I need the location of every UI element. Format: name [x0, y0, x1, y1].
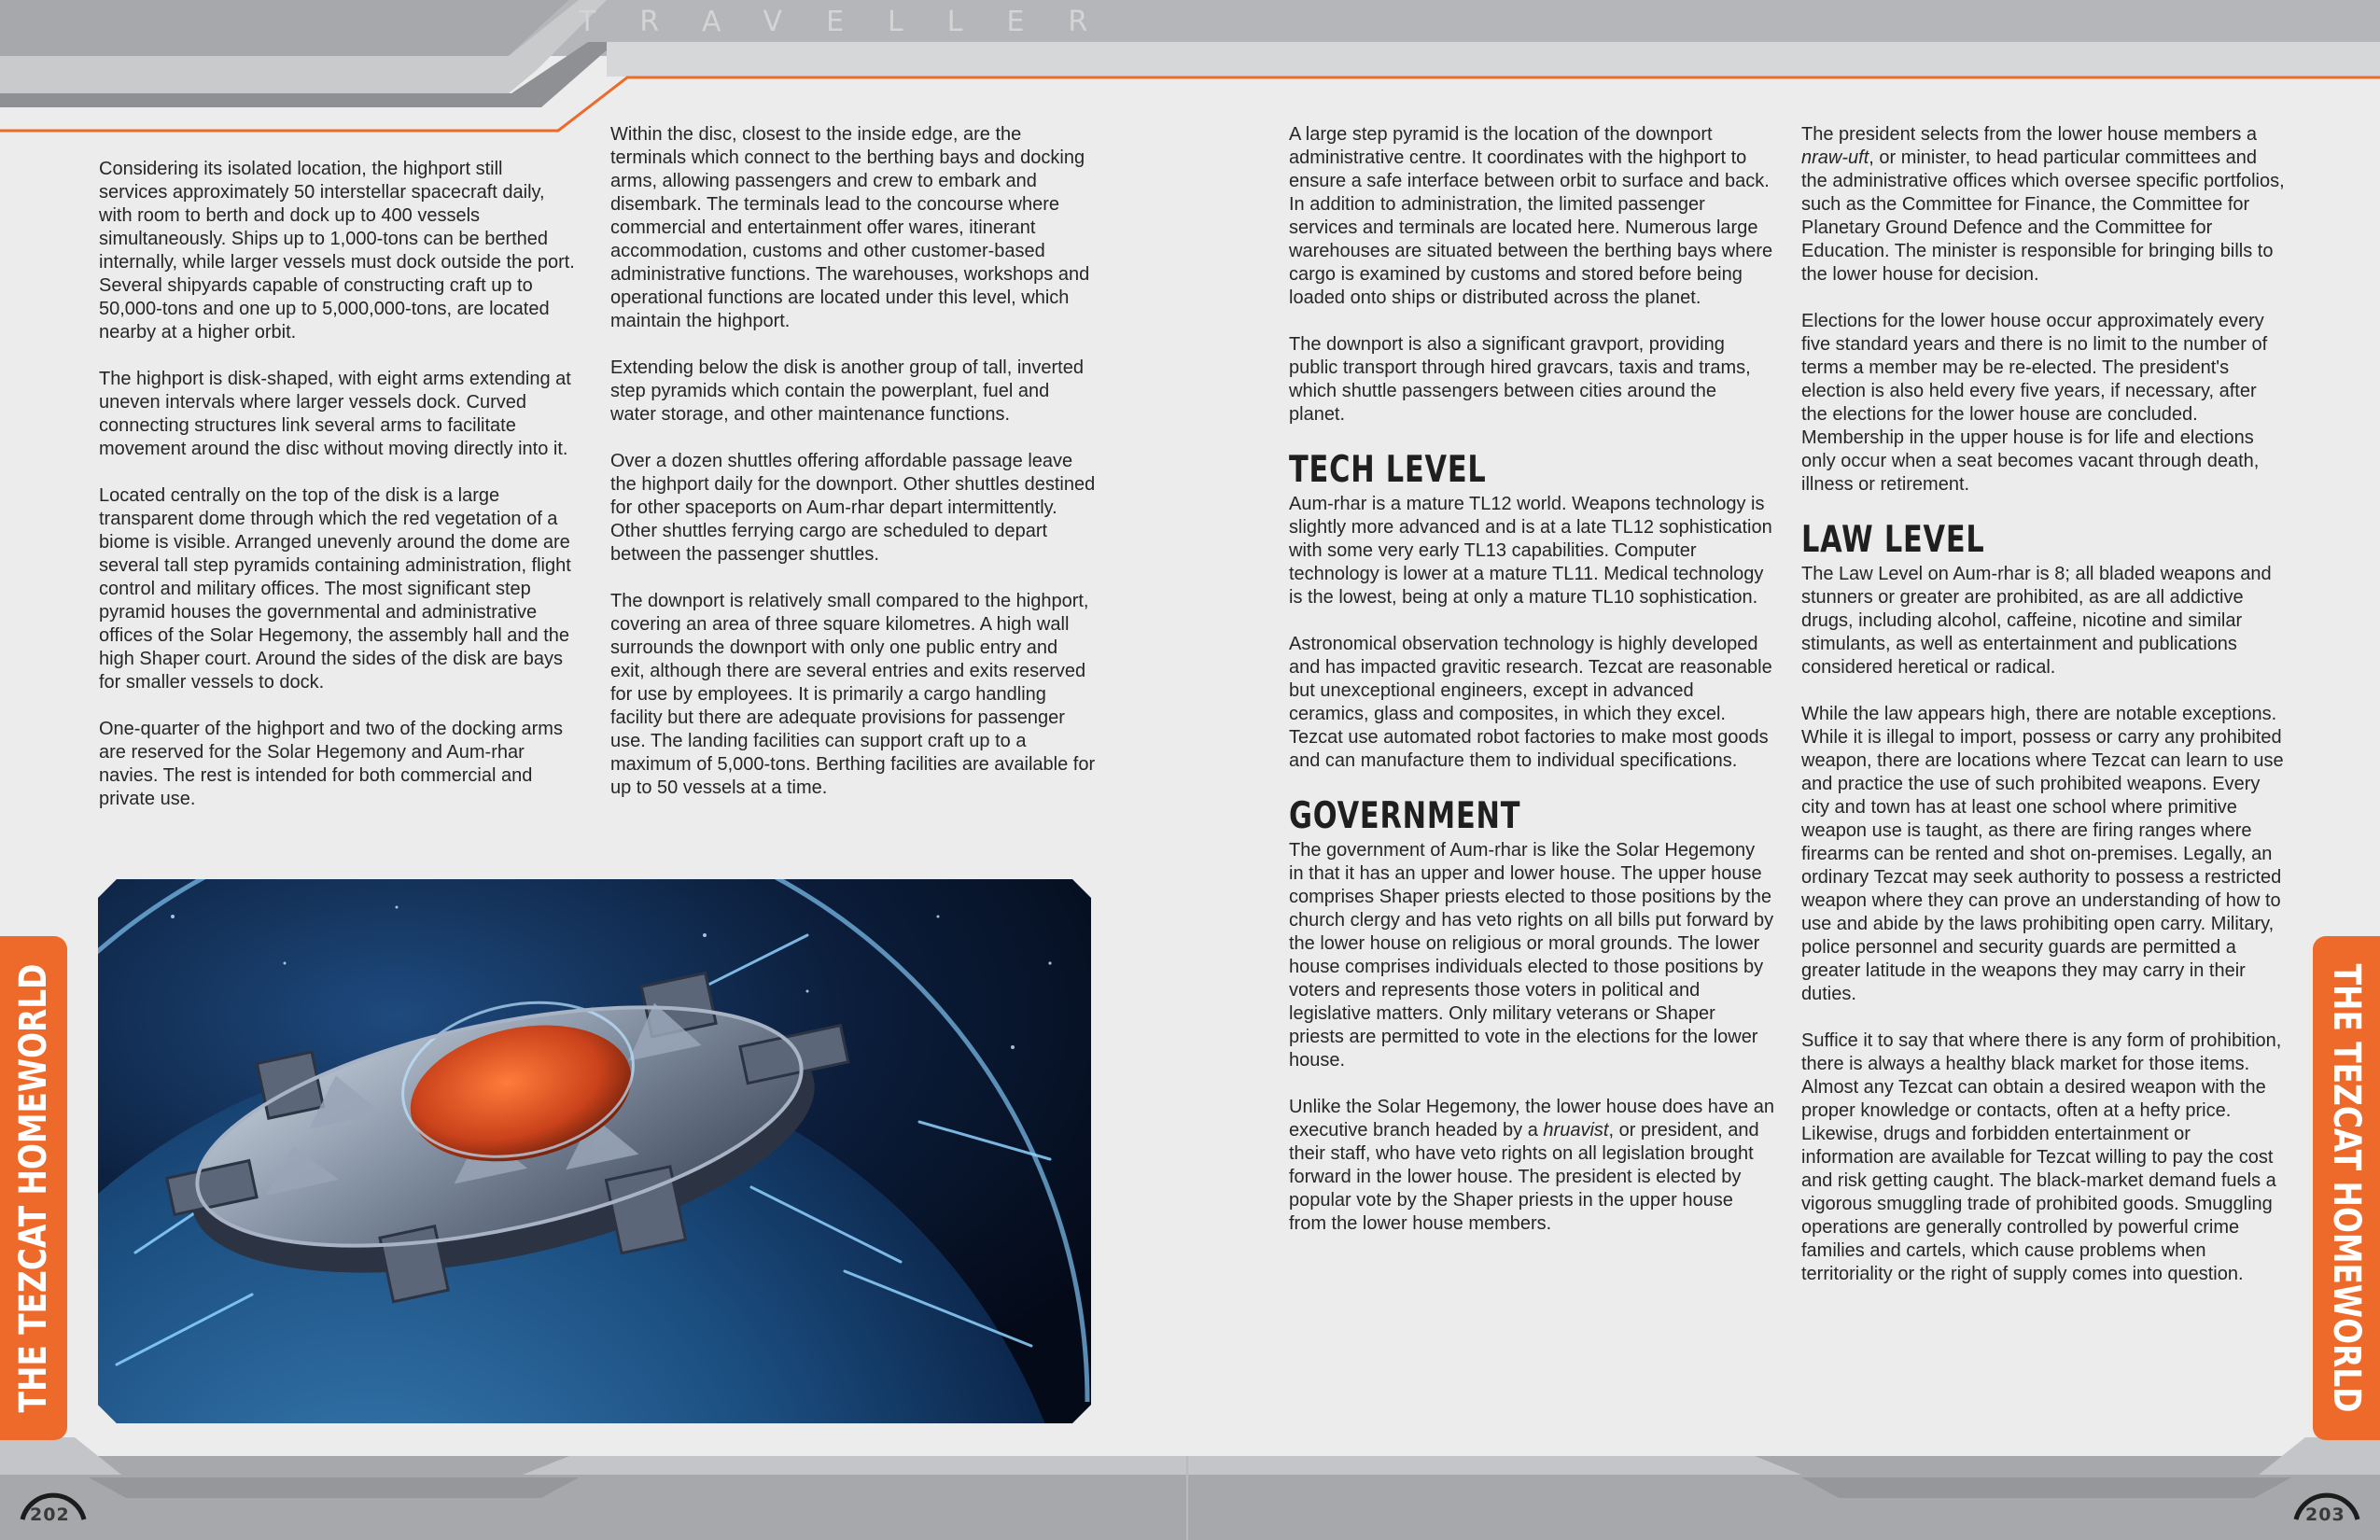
column-1 — [99, 158, 575, 834]
column-2 — [610, 123, 1096, 823]
paragraph: Extending below the disk is another group of tall, inverted step pyramids which contain the powerplant, fuel and water storage, and other maintenance functions. — [610, 357, 1084, 425]
paragraph: The downport is also a significant gravport, providing public transport through hired gravcars, taxis and trams, which shuttle passengers between cities around the planet. — [1289, 334, 1751, 425]
heading-government: GOVERNMENT — [1289, 795, 1521, 837]
paragraph: Elections for the lower house occur approximately every five standard years and there is no limit to the number of terms a member may be re-elected. The president's election is also held every five years, if necessary, after the elections for the lower house are concluded. Membership in the upper house is for life and elections only occur when a seat becomes vacant through death, illness or retirement. — [1801, 311, 2268, 495]
paragraph: The Law Level on Aum-rhar is 8; all bladed weapons and stunners or greater are prohibited, as are all addictive drugs, including alcohol, caffeine, nicotine and similar stimulants, as well as entertainment and publications considered heretical or radical. — [1801, 564, 2272, 678]
side-tab-left — [0, 936, 67, 1440]
column-4 — [1801, 123, 2287, 1309]
top-panel-right — [607, 42, 2380, 77]
paragraph: Within the disc, closest to the inside edge, are the terminals which connect to the berthing bays and docking arms, allowing passengers and crew to embark and disembark. The terminals lead to the concourse where commercial and entertainment offer wares, itinerant accommodation, customs and other customer-based administrative functions. The warehouses, workshops and operational functions are located under this level, which maintain the highport. — [610, 124, 1090, 331]
paragraph: While the law appears high, there are notable exceptions. While it is illegal to import, possess or carry any prohibited weapon, there are locations where Tezcat can learn to use and practice the use of such prohibited weapons. Every city and town has at least one school where primitive weapon use is taught, as there are firing ranges where firearms can be rented and shot on-premises. Legally, an ordinary Tezcat may seek authority to possess a restricted weapon where they can prove an understanding of how to use and abide by the laws prohibiting open carry. Military, police personnel and security guards are permitted a greater latitude in the weapons they may carry in their duties. — [1801, 704, 2284, 1004]
paragraph: One-quarter of the highport and two of the docking arms are reserved for the Solar Hegemony and Aum-rhar navies. The rest is intended for both commercial and private use. — [99, 719, 563, 809]
paragraph: Aum-rhar is a mature TL12 world. Weapons technology is slightly more advanced and is at a late TL12 sophistication with some very early TL13 capabilities. Computer technology is lower at a mature TL11. Medical technology is the lowest, being at only a mature TL10 sophistication. — [1289, 494, 1772, 608]
bottom-bevel-inner-left — [89, 1477, 579, 1498]
paragraph: The highport is disk-shaped, with eight arms extending at uneven intervals where larger vessels dock. Curved connecting structures link several arms to facilitate movement around the disc without moving directly into it. — [99, 369, 571, 459]
text-run: , or minister, to head particular committees and the administrative offices which oversee specific portfolios, such as the Committee for Finance, the Committee for Planetary Ground Defence and the Committee for Education. The minister is responsible for bringing bills to the lower house for decision. — [1801, 147, 2285, 285]
column-3 — [1289, 123, 1774, 1259]
paragraph: Located centrally on the top of the disk is a large transparent dome through which the red vegetation of a biome is visible. Arranged unevenly around the dome are several tall step pyramids containing administration, flight control and military offices. The most significant step pyramid houses the governmental and administrative offices of the Solar Hegemony, the assembly hall and the high Shaper court. Around the sides of the disk are bays for smaller vessels to dock. — [99, 485, 571, 693]
highport-illustration — [98, 879, 1091, 1423]
side-tab-right-label: THE TEZCAT HOMEWORLD — [2325, 963, 2368, 1413]
paragraph: Suffice it to say that where there is any form of prohibition, there is always a healthy black market for those items. Almost any Tezcat can obtain a desired weapon with the proper knowledge or contacts, often at a hefty price. Likewise, drugs and forbidden entertainment or information are available for Tezcat willing to pay the cost and risk getting caught. The black-market demand fuels a vigorous smuggling trade of prohibited goods. Smuggling operations are generally controlled by powerful crime families and cartels, which cause problems when territoriality or the right of supply comes into question. — [1801, 1030, 2282, 1284]
paragraph: The government of Aum-rhar is like the Solar Hegemony in that it has an upper and lower house. The upper house comprises Shaper priests elected to those positions by the church clergy and has veto rights on all bills put forward by the lower house on religious or moral grounds. The lower house comprises individuals elected to those positions by voters and represents those voters in political and legislative matters. Only military veterans or Shaper priests are permitted to vote in the elections for the lower house. — [1289, 840, 1774, 1071]
paragraph: Astronomical observation technology is highly developed and has impacted gravitic research. Tezcat are reasonable but unexceptional engineers, except in advanced ceramics, glass and composites, in which they excel. Tezcat use automated robot factories to make most goods and can manufacture them to individual specifications. — [1289, 634, 1772, 771]
side-tab-left-label: THE TEZCAT HOMEWORLD — [12, 963, 55, 1413]
text-run: The president selects from the lower house members a — [1801, 124, 2257, 145]
term-italic: hruavist — [1543, 1120, 1609, 1141]
paragraph — [1289, 1096, 1774, 1236]
heading-law-level: LAW LEVEL — [1801, 519, 1985, 561]
paragraph: The downport is relatively small compared to the highport, covering an area of three square kilometres. A high wall surrounds the downport with only one public entry and exit, although there are several entries and exits reserved for use by employees. It is primarily a cargo handling facility but there are adequate provisions for passenger use. The landing facilities can support craft up to a maximum of 5,000-tons. Berthing facilities are available for up to 50 vessels at a time. — [610, 591, 1096, 798]
text-run: Unlike the Solar Hegemony, the lower house does have an executive branch headed by a — [1289, 1097, 1774, 1141]
header-title: TRAVELLER — [579, 6, 1132, 38]
page-number-right: 203 — [2305, 1505, 2345, 1525]
page-number-left: 202 — [30, 1505, 70, 1525]
side-tab-right — [2313, 936, 2380, 1440]
heading-tech-level: TECH LEVEL — [1289, 449, 1487, 491]
paragraph — [1801, 123, 2287, 287]
paragraph: Considering its isolated location, the highport still services approximately 50 interstellar spacecraft daily, with room to berth and dock up to 400 vessels simultaneously. Ships up to 1,000-tons can be berthed internally, while larger vessels must dock outside the port. Several shipyards capable of constructing craft up to 50,000-tons and one up to 5,000,000-tons, are located nearby at a higher orbit. — [99, 159, 575, 343]
text-run: , or president, and their staff, who have veto rights on all legislation brought forward in the lower house. The president is elected by popular vote by the Shaper priests in the upper house from the lower house members. — [1289, 1120, 1759, 1234]
bottom-bevel-inner-right — [1801, 1477, 2291, 1498]
paragraph: Over a dozen shuttles offering affordable passage leave the highport daily for the downport. Other shuttles destined for other spaceports on Aum-rhar depart intermittently. Other shuttles ferrying cargo are scheduled to depart between the passenger shuttles. — [610, 451, 1096, 565]
paragraph: A large step pyramid is the location of the downport administrative centre. It coordinates with the highport to ensure a safe interface between orbit to surface and back. In addition to administration, the limited passenger services and terminals are located here. Numerous large warehouses are situated between the berthing bays where cargo is examined by customs and stored before being loaded onto ships or distributed across the planet. — [1289, 124, 1773, 308]
top-frame-left — [0, 0, 569, 56]
term-italic: nraw-uft — [1801, 147, 1869, 168]
